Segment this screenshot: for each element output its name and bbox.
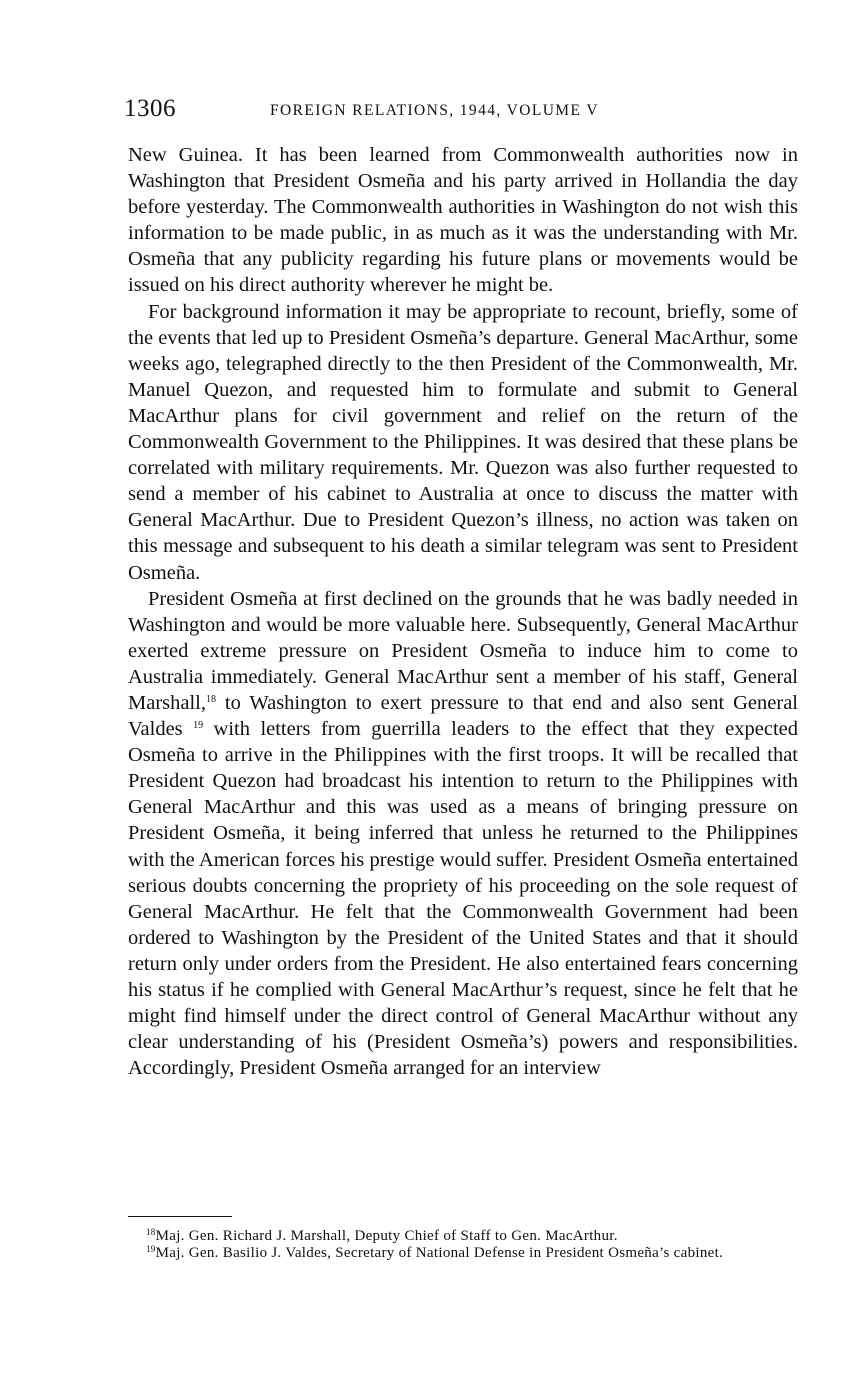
paragraph-3-part-b: to Washington to exert pressure to that end and also sent General Valdes [128,691,798,741]
paragraph-3 [128,586,798,1082]
footnote-text-18: Maj. Gen. Richard J. Marshall, Deputy Chief of Staff to Gen. MacArthur. [155,1228,618,1244]
footnotes [128,1228,798,1262]
footnote-text-19: Maj. Gen. Basilio J. Valdes, Secretary of National Defense in President Osmeña’s cabinet. [155,1244,724,1261]
paragraph-2: For background information it may be appropriate to recount, briefly, some of the events that led up to President Osmeña’s departure. General MacArthur, some weeks ago, telegraphed directly to the then President of the Commonwealth, Mr. Manuel Quezon, and requested him to formulate and submit to General MacArthur plans for civil government and relief on the return of the Commonwealth Government to the Philippines. It was desired that these plans be correlated with military requirements. Mr. Quezon was also further requested to send a member of his cabinet to Australia at once to discuss the matter with General MacArthur. Due to President Quezon’s illness, no action was taken on this message and subsequent to his death a similar telegram was sent to President Osmeña. [128,300,798,584]
running-head: FOREIGN RELATIONS, 1944, VOLUME V [270,102,599,119]
footnote-18 [128,1228,798,1245]
footnote-rule [128,1216,232,1217]
footnote-ref-19: 19 [193,720,204,732]
page-header [124,92,798,126]
footnote-19 [128,1245,798,1262]
paragraph-3-part-a: President Osmeña at first declined on the grounds that he was badly needed in Washington and would be more valuable here. Subsequently, General MacArthur exerted extreme pressure on President Osmeña to induce him to come to Australia immediately. General MacArthur sent a member of his staff, General Marshall, [128,587,798,714]
footnote-marker-18: 18 [146,1227,156,1237]
paragraph-1: New Guinea. It has been learned from Commonwealth authorities now in Washington that President Osmeña and his party arrived in Hollandia the day before yesterday. The Commonwealth authorities in Washington do not wish this information to be made public, in as much as it was the understanding with Mr. Osmeña that any publicity regarding his future plans or movements would be issued on his direct authority wherever he might be. [128,144,798,297]
page-number: 1306 [124,95,176,122]
paragraph-3-part-c: with letters from guerrilla leaders to the effect that they expected Osmeña to arrive in the Philippines with the first troops. It will be recalled that President Quezon had broadcast his intention to return to the Philippines with General MacArthur and this was used as a means of bringing pressure on President Osmeña, it being inferred that unless he returned to the Philippines with the American forces his prestige would suffer. President Osmeña entertained serious doubts concerning the propriety of his proceeding on the sole request of General MacArthur. He felt that the Commonwealth Government had been ordered to Washington by the President of the United States and that it should return only under orders from the President. He also entertained fears concerning his status if he complied with General MacArthur’s request, since he felt that he might find himself under the direct control of General MacArthur without any clear understanding of his (President Osmeña’s) powers and responsibilities. Accordingly, President Osmeña arranged for an interview [128,718,799,1080]
body-text [128,142,798,1081]
footnote-ref-18: 18 [206,693,216,705]
footnote-marker-19: 19 [146,1243,156,1254]
